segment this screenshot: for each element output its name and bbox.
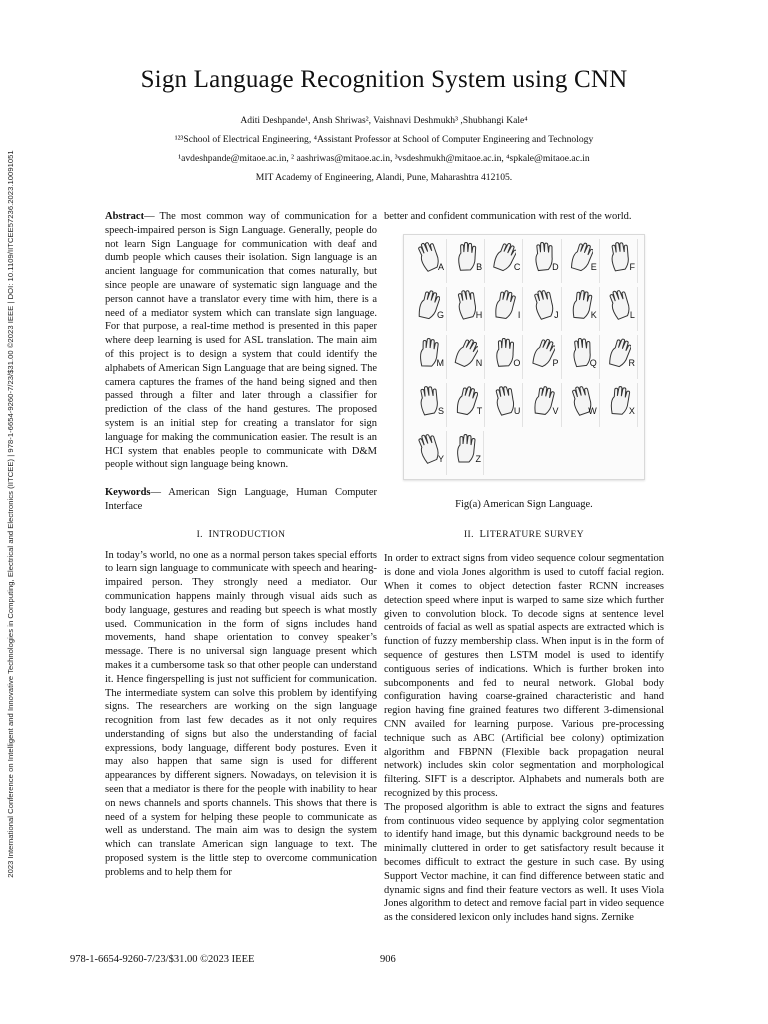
asl-sign-cell: [563, 287, 600, 331]
asl-sign-cell: [601, 335, 638, 379]
asl-letter-label: R: [628, 357, 635, 368]
keywords-text: American Sign Language, Human Computer Interface: [105, 487, 378, 512]
asl-letter-label: B: [476, 261, 483, 272]
hand-sign-icon: [607, 242, 631, 272]
figure-row: [410, 431, 638, 475]
asl-letter-label: I: [517, 309, 521, 320]
author-block: [0, 111, 768, 187]
asl-letter-label: K: [590, 309, 597, 320]
side-note-doi: 2023 International Conference on Intelligent and Innovative Technologies in Computing, Electrical and Electronics (IITCEE) | 978-1-6654-9260-7/23/$31.00 ©2023 IEEE | DOI: 10.1109/IITCEE57236.2023.10091051: [6, 150, 15, 878]
section-heading-literature: II. LITERATURE SURVEY: [463, 528, 585, 540]
right-column: [384, 210, 664, 925]
hand-sign-icon: [531, 242, 555, 272]
figure-row: [410, 383, 638, 427]
hand-sign-icon: [607, 338, 631, 368]
abstract-dash: —: [144, 211, 160, 222]
asl-letter-label: S: [437, 405, 444, 416]
hand-sign-icon: [492, 386, 516, 416]
abstract-text: The most common way of communication for a speech-impaired person is Sign Language. Generally, people do not learn Sign Language for communication with deaf and dumb people which causes their isolation. Sign language is an ancient language for communication that comes naturally, but since people are unaware of systematic sign language and the person cannot have a translator every time with him, there is a need of a mediator system which can translate sign language. For that purpose, a real-time method is presented in this paper where deep learning is used for ASL translation. The main aim of this project is to design a system that could identify the alphabets of American Sign Language that are being signed. The camera captures the frames of the hand being signed and then passed through a filter and later through a classifier for prediction of the class of the hand gestures. The proposed system is an initial step for creating a translator for sign language for making the communication easier. The result is an HCI system that enables people to communicate with D&M people without sign language being known.: [105, 211, 378, 471]
asl-sign-cell: [601, 239, 638, 283]
asl-letter-label: C: [513, 261, 521, 272]
author-names: Aditi Deshpande¹, Ansh Shriwas², Vaishnavi Deshmukh³ ,Shubhangi Kale⁴: [240, 115, 528, 126]
asl-sign-cell: [525, 287, 562, 331]
asl-letter-label: Q: [589, 357, 597, 368]
asl-sign-cell: [563, 383, 600, 427]
abstract: [105, 210, 377, 472]
asl-letter-label: W: [588, 405, 597, 416]
asl-letter-label: A: [437, 261, 444, 272]
author-institution: MIT Academy of Engineering, Alandi, Pune, Maharashtra 412105.: [255, 172, 513, 183]
footer-copyright: 978-1-6654-9260-7/23/$31.00 ©2023 IEEE: [70, 954, 255, 965]
right-top-text: better and confident communication with rest of the world.: [384, 211, 632, 222]
keywords: [105, 486, 377, 514]
literature-para-1: In order to extract signs from video sequence colour segmentation is done and viola Jones algorithm is used to cutoff facial region. When it comes to object detection faster RCNN increases detection speed where input is warped to same size which further given to convolution block. To decode signs at sentence level centroids of facial as well as spatial aspects are extracted which is function of fuzzy membership class. When input is in the form of sequence of gestures then LSTM model is used to identify contiguous series of indications. Which is further broken into subcomponents and fed to neural network. Global body configuration having coarse-grained characteristic and hand region having fine grained features two different 3-dimensional CNN availed for learning purpose. Various pre-processing technique such as ABC (Artificial bee colony) optimization algorithm and FBPNN (Flexible back propagation neural network) includes skin color segmentation and morphological filtering. SIFT is a descriptor. Alphabets and numerals both are recognized by this process.: [384, 553, 664, 799]
asl-sign-cell: [448, 335, 485, 379]
hand-sign-icon: [569, 242, 593, 272]
asl-letter-label: V: [552, 405, 559, 416]
hand-sign-icon: [607, 386, 631, 416]
asl-letter-label: L: [629, 309, 635, 320]
figure-row: [410, 287, 638, 331]
asl-letter-label: M: [436, 357, 444, 368]
asl-sign-cell: [448, 287, 485, 331]
hand-sign-icon: [454, 242, 478, 272]
asl-sign-cell: [563, 239, 600, 283]
asl-letter-label: D: [552, 261, 559, 272]
hand-sign-icon: [531, 338, 555, 368]
literature-para-2: The proposed algorithm is able to extract the signs and features from continuous video sequence by applying color segmentation to identify hand image, but this dynamic background needs to be minimally cluttered in order to get satisfactory result because it becomes difficult to extract the gesture in such case. By using Support Vector machine, it can find difference between static and dynamic signs and find their feature vectors as well. It uses Viola Jones algorithm to detect and remove facial part in video sequence as the considered lexicon only includes hand signs. Zernike: [384, 801, 664, 924]
hand-sign-icon: [569, 290, 593, 320]
hand-sign-icon: [531, 290, 555, 320]
asl-sign-cell: [410, 335, 447, 379]
asl-letter-label: H: [475, 309, 483, 320]
hand-sign-icon: [454, 290, 478, 320]
left-column: [105, 210, 377, 880]
figure-row: [410, 335, 638, 379]
asl-letter-label: G: [436, 309, 444, 320]
page-number: 906: [380, 954, 396, 965]
asl-letter-label: T: [476, 405, 483, 416]
asl-sign-cell: [486, 383, 523, 427]
introduction-text: In today’s world, no one as a normal person takes special efforts to learn sign language to communicate with speech and hearing-impaired person. They strongly need a mediator. Our communication happens mainly through visual aids such as body language, gestures and reading but speech is what mostly used. Communication in the form of signs includes hand movements, hand shape orientation to convey speaker’s message. There is no universal sign language present which makes it a cumbersome task so that other people can understand it. Hence fingerspelling is just not sufficient for communication. The intermediate system can solve this problem by identifying signs. The researchers are working on the sign language recognition from last few decades as it not only requires understanding of signs but also the understanding of facial expressions, body language, different body postures. Even it may also happen that same sign is used for different appearances by different signers. Nowadays, on television it is seen that a mediator is there for the people with inability to hear on news channels and sports channels. This shows that there is need of a system for helping these people to communicate as well as understand. The main aim was to design the system which can translate American sign language to text. The proposed system is the little step to overcome communication problems and to help them for: [105, 549, 377, 878]
asl-sign-cell: [525, 383, 562, 427]
abstract-label: Abstract: [105, 211, 145, 222]
asl-sign-cell: [525, 335, 562, 379]
asl-sign-cell: [486, 239, 523, 283]
hand-sign-icon: [453, 434, 477, 464]
asl-sign-cell: [601, 287, 638, 331]
asl-sign-cell: [601, 383, 638, 427]
asl-letter-label: Y: [437, 453, 444, 464]
asl-sign-cell: [410, 239, 447, 283]
keywords-dash: —: [150, 487, 169, 499]
asl-sign-cell: [448, 383, 485, 427]
hand-sign-icon: [607, 290, 631, 320]
figure-row: [410, 239, 638, 283]
keywords-label: Keywords: [105, 487, 151, 499]
author-affiliation: ¹²³School of Electrical Engineering, ⁴Assistant Professor at School of Computer Engineering and Technology: [174, 134, 594, 145]
asl-letter-label: F: [629, 261, 635, 272]
asl-letter-label: P: [552, 357, 559, 368]
hand-sign-icon: [492, 290, 516, 320]
asl-sign-cell: [448, 239, 485, 283]
paper-title: Sign Language Recognition System using CNN: [140, 66, 628, 93]
asl-letter-label: U: [513, 405, 521, 416]
hand-sign-icon: [454, 386, 478, 416]
hand-sign-icon: [454, 338, 478, 368]
hand-sign-icon: [416, 242, 440, 272]
asl-letter-label: N: [475, 357, 483, 368]
asl-letter-label: X: [628, 405, 635, 416]
asl-letter-label: E: [590, 261, 597, 272]
asl-sign-cell: [410, 383, 447, 427]
hand-sign-icon: [416, 434, 440, 464]
hand-sign-icon: [416, 386, 440, 416]
asl-letter-label: Z: [475, 453, 481, 464]
asl-figure: [403, 234, 645, 480]
figure-caption: Fig(a) American Sign Language.: [455, 498, 593, 510]
hand-sign-icon: [531, 386, 555, 416]
asl-letter-label: J: [554, 309, 559, 320]
hand-sign-icon: [492, 242, 516, 272]
asl-sign-cell: [410, 431, 447, 475]
author-emails: ¹avdeshpande@mitaoe.ac.in, ² aashriwas@mitaoe.ac.in, ³vsdeshmukh@mitaoe.ac.in, ⁴spkale@mitaoe.ac.in: [178, 153, 590, 164]
asl-sign-cell: [486, 287, 523, 331]
asl-sign-cell: [486, 335, 523, 379]
asl-letter-label: O: [513, 357, 521, 368]
section-heading-introduction: I. INTRODUCTION: [196, 528, 286, 540]
asl-sign-cell: [447, 431, 484, 475]
asl-sign-cell: [563, 335, 600, 379]
asl-sign-cell: [525, 239, 562, 283]
asl-sign-cell: [410, 287, 447, 331]
